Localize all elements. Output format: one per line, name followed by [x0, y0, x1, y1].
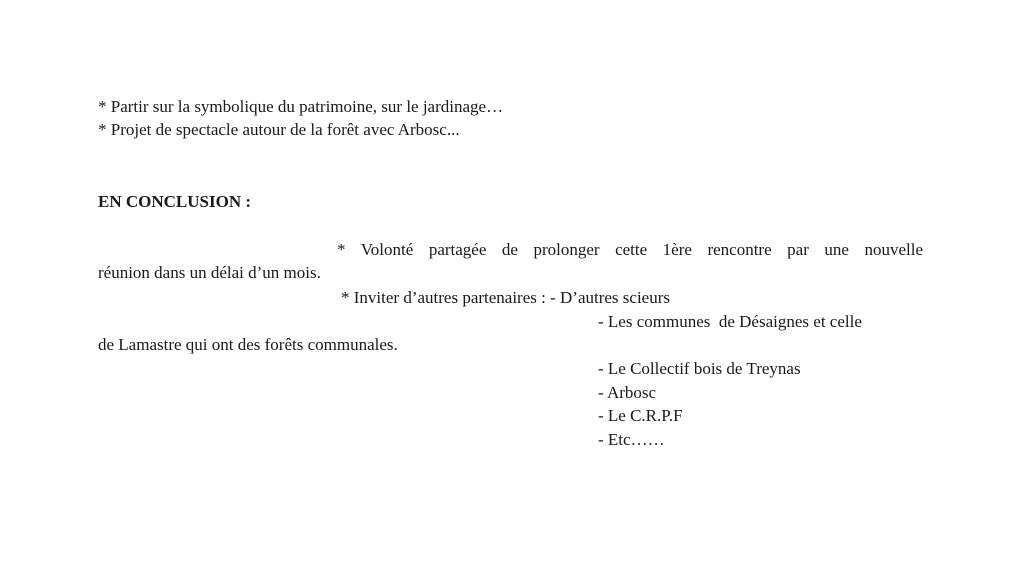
conclusion-heading: EN CONCLUSION : — [98, 192, 252, 211]
intro-line-patrimoine: * Partir sur la symbolique du patrimoine, sur le jardinage… — [98, 97, 504, 116]
partner-item: - Arbosc — [598, 383, 657, 402]
partner-communes-line1: - Les communes de Désaignes et celle — [598, 312, 862, 331]
partner-item: - Etc…… — [598, 430, 665, 449]
conclusion-inviter-line: * Inviter d’autres partenaires : - D’autres scieurs — [341, 288, 671, 307]
conclusion-volonte-line1: * Volonté partagée de prolonger cette 1ère rencontre par une nouvelle — [337, 240, 923, 259]
conclusion-volonte-line2: réunion dans un délai d’un mois. — [98, 263, 321, 282]
partner-communes-line2: de Lamastre qui ont des forêts communales. — [98, 335, 398, 354]
intro-line-spectacle: * Projet de spectacle autour de la forêt avec Arbosc... — [98, 120, 460, 139]
partner-item: - Le Collectif bois de Treynas — [598, 359, 801, 378]
partner-item: - Le C.R.P.F — [598, 406, 683, 425]
